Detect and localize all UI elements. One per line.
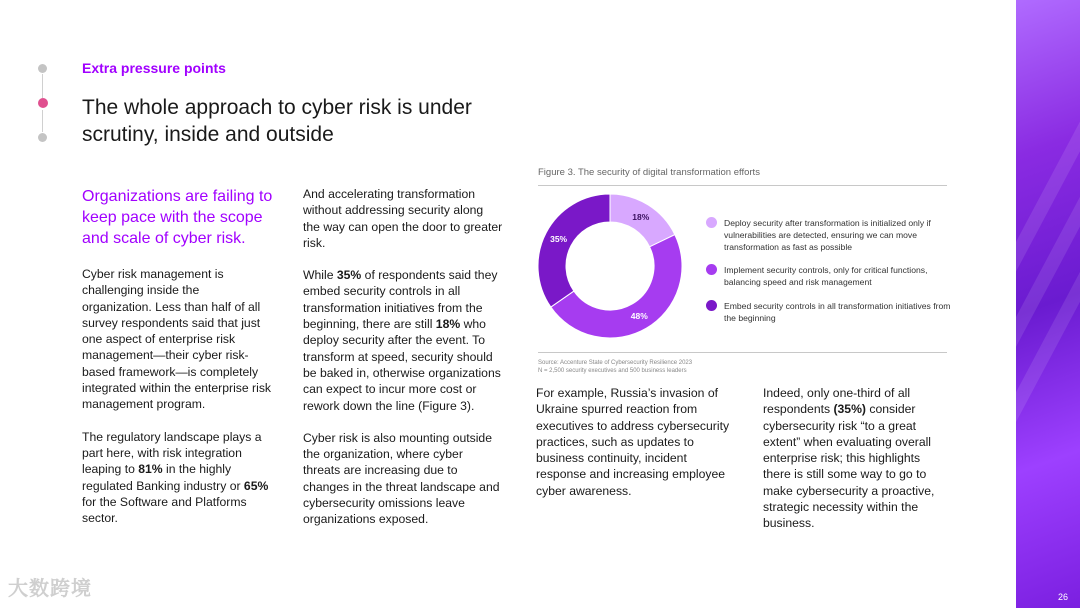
legend-label-1: Deploy security after transformation is initialized only if vulnerabilities are detected, ensuring we can move transformation as fast as possible (724, 218, 931, 252)
progress-line (42, 74, 43, 98)
page-number: 26 (1057, 592, 1068, 602)
donut-label-3: 35% (550, 234, 568, 245)
legend-swatch-3 (706, 300, 717, 311)
figure-rule-bottom (538, 352, 947, 353)
legend-swatch-2 (706, 264, 717, 275)
source-line-1: Source: Accenture State of Cybersecurity Resilience 2023 (538, 360, 693, 366)
legend-item-3 (706, 300, 964, 324)
progress-line (42, 110, 43, 132)
legend-label-3: Embed security controls in all transformation initiatives from the beginning (724, 301, 951, 323)
column-4 (763, 385, 948, 548)
donut-slice-3 (538, 194, 610, 307)
col1-paragraph-2: The regulatory landscape plays a part here, with risk integration leaping to 81% in the highly regulated Banking industry or 65% for the Software and Platforms sector. (82, 429, 269, 526)
legend-item-1 (706, 217, 964, 253)
figure-caption: Figure 3. The security of digital transformation efforts (538, 167, 760, 178)
legend-swatch-1 (706, 217, 717, 228)
progress-dot-current[interactable] (38, 98, 48, 108)
progress-dot-next[interactable] (38, 133, 47, 142)
legend-label-2: Implement security controls, only for critical functions, balancing speed and risk management (724, 265, 928, 287)
column-1 (82, 266, 272, 542)
figure-source (538, 359, 838, 375)
col2-paragraph-3: Cyber risk is also mounting outside the organization, where cyber threats are increasing due to changes in the threat landscape and cybersecurity omissions leave organizations exposed. (303, 430, 500, 527)
donut-label-2: 48% (630, 311, 648, 322)
col4-paragraph-1: Indeed, only one-third of all respondents (35%) consider cybersecurity risk “to a great extent” when evaluating overall enterprise risk; this highlights there is still some way to go to make cybersecurity a proactive, strategic necessity within the business. (763, 386, 935, 531)
donut-label-1: 18% (632, 211, 650, 222)
lead-statement: Organizations are failing to keep pace with the scope and scale of cyber risk. (82, 188, 273, 247)
progress-dot-previous[interactable] (38, 64, 47, 73)
figure-rule-top (538, 185, 947, 186)
col3-paragraph-1: For example, Russia’s invasion of Ukraine spurred reaction from executives to address cybersecurity practices, such as updates to business continuity, incident response and increasing employee cyber awareness. (536, 386, 730, 498)
decorative-band (1016, 0, 1080, 608)
column-3 (536, 385, 736, 515)
source-line-2: N = 2,500 security executives and 500 business leaders (538, 368, 687, 374)
column-2 (303, 186, 503, 544)
donut-chart (530, 190, 690, 342)
watermark: 大数跨境 (8, 578, 92, 600)
section-eyebrow: Extra pressure points (82, 60, 226, 76)
legend-item-2 (706, 264, 964, 288)
col1-paragraph-1: Cyber risk management is challenging inside the organization. Less than half of all survey respondents said that just one aspect of enterprise risk management—their cyber risk-based framework—is completely integrated within the enterprise risk management program. (82, 267, 272, 412)
page-title: The whole approach to cyber risk is under scrutiny, inside and outside (82, 96, 472, 146)
col2-paragraph-1: And accelerating transformation without addressing security along the way can open the door to greater risk. (303, 187, 503, 250)
col2-paragraph-2: While 35% of respondents said they embed security controls in all transformation initiatives from the beginning, there are still 18% who deploy security after the event. To transform at speed, security should be baked in, otherwise organizations can expect to incur more cost or rework down the line (Figure 3). (303, 268, 501, 413)
